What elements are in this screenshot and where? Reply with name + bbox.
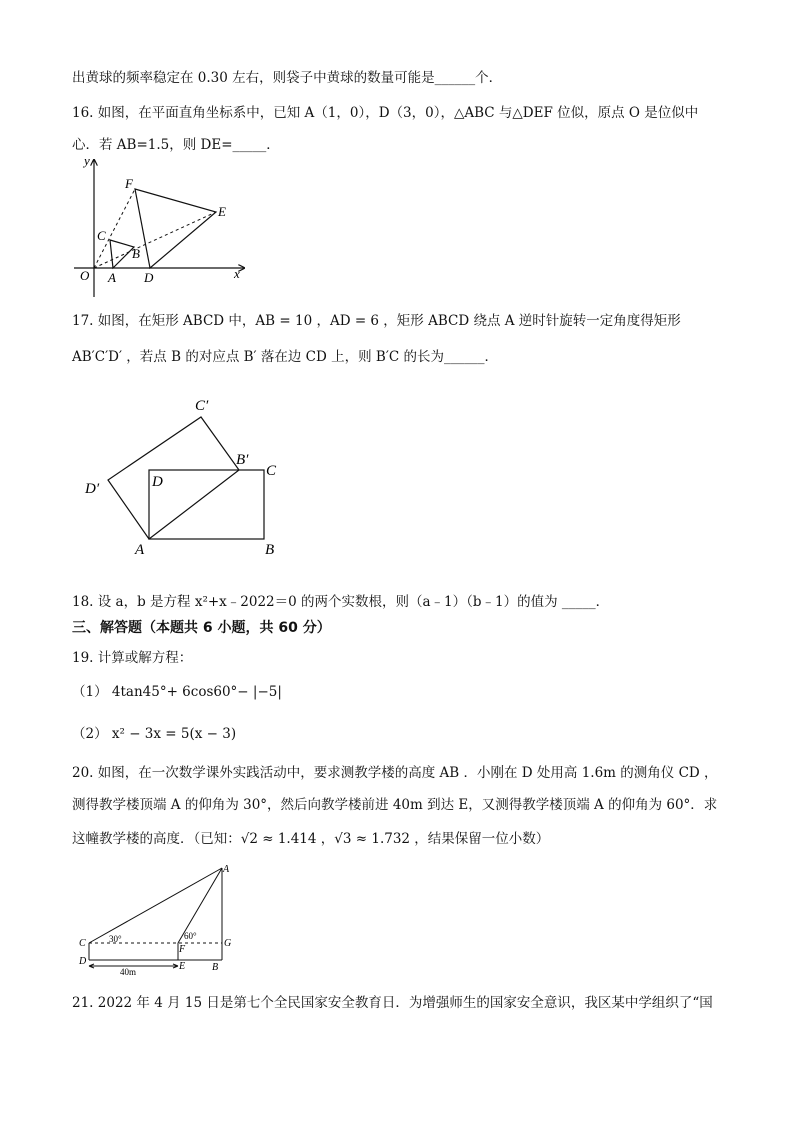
triangle-def <box>135 189 216 268</box>
label-a: A <box>223 864 230 875</box>
q20-line1: 20. 如图，在一次数学课外实践活动中，要求测教学楼的高度 AB ．小刚在 D 处用高 1.6m 的测角仪 CD ， <box>72 765 718 781</box>
angle-30: 30° <box>109 934 122 944</box>
q15-tail: 出黄球的频率稳定在 0.30 左右，则袋子中黄球的数量可能是______个． <box>72 70 503 86</box>
label-b-prime: B′ <box>236 452 249 468</box>
distance-40m: 40m <box>120 967 137 977</box>
q16-line2: 心．若 AB=1.5，则 DE=_____． <box>72 137 280 153</box>
q20-figure <box>72 858 252 980</box>
label-a: A <box>135 542 145 558</box>
label-e: E <box>179 961 186 972</box>
rectangle-ab1c1d1 <box>108 417 239 539</box>
label-c-prime: C′ <box>195 398 209 414</box>
label-b: B <box>212 962 219 973</box>
label-x: x <box>234 266 240 281</box>
q21-line1: 21. 2022 年 4 月 15 日是第七个全民国家安全教育日．为增强师生的国家安全意识，我区某中学组织了“国 <box>72 995 713 1011</box>
rectangle-abcd <box>149 470 264 539</box>
label-c: C <box>79 938 86 949</box>
label-y: y <box>84 153 90 168</box>
q17-figure <box>80 390 300 560</box>
label-f: F <box>125 176 133 191</box>
label-a: A <box>108 270 116 285</box>
q17-line2: AB′C′D′ ，若点 B 的对应点 B′ 落在边 CD 上，则 B′C 的长为______． <box>72 349 499 365</box>
label-c: C <box>266 463 277 479</box>
label-d: D <box>152 474 163 490</box>
triangle-abc <box>110 240 134 268</box>
label-d: D <box>144 270 154 285</box>
q20-line2: 测得教学楼顶端 A 的仰角为 30°，然后向教学楼前进 40m 到达 E，又测得教学楼顶端 A 的仰角为 60°．求 <box>72 797 718 813</box>
q19-part1: （1） 4tan45°+ 6cos60°− |−5| <box>72 684 282 700</box>
label-b: B <box>265 542 275 558</box>
q16-figure <box>72 152 252 302</box>
q16-line1: 16. 如图，在平面直角坐标系中，已知 A（1，0），D（3，0），△ABC 与△DEF 位似，原点 O 是位似中 <box>72 105 699 121</box>
q19-part2: （2） x² − 3x = 5(x − 3) <box>72 726 237 742</box>
label-b: B <box>132 246 140 261</box>
section-3-heading: 三、解答题（本题共 6 小题，共 60 分） <box>72 620 331 636</box>
label-g: G <box>224 938 232 949</box>
q18: 18. 设 a，b 是方程 x²+x﹣2022＝0 的两个实数根，则（a﹣1）（b﹣1）的值为 _____． <box>72 594 610 610</box>
angle-60: 60° <box>184 931 197 941</box>
label-d-prime: D′ <box>85 481 100 497</box>
label-o: O <box>80 268 90 283</box>
label-d: D <box>79 956 87 967</box>
label-f: F <box>179 944 186 955</box>
q20-line3: 这幢教学楼的高度．（已知：√2 ≈ 1.414 ，√3 ≈ 1.732 ，结果保留一位小数） <box>72 831 550 847</box>
q17-line1: 17. 如图，在矩形 ABCD 中，AB = 10 ，AD = 6 ，矩形 ABCD 绕点 A 逆时针旋转一定角度得矩形 <box>72 313 681 329</box>
q19-title: 19. 计算或解方程： <box>72 650 193 666</box>
label-c: C <box>97 228 106 243</box>
label-e: E <box>218 204 226 219</box>
